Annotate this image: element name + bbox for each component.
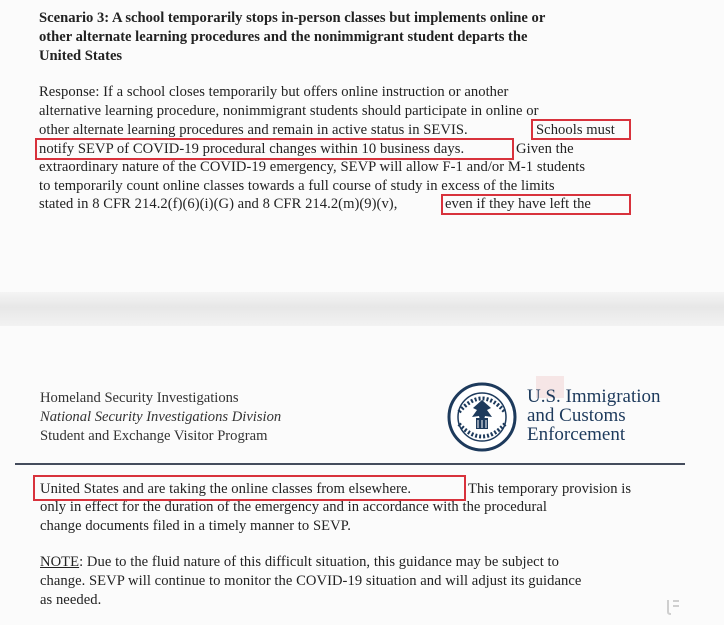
note-label: NOTE xyxy=(40,554,80,570)
response-highlight-1b: notify SEVP of COVID-19 procedural changes within 10 business days. xyxy=(39,141,465,157)
note-line-3: as needed. xyxy=(40,592,102,608)
response-line-7: stated in 8 CFR 214.2(f)(6)(i)(G) and 8 CFR 214.2(m)(9)(v), xyxy=(39,196,398,212)
note-line-1-text: : Due to the fluid nature of this difficult situation, this guidance may be subject to xyxy=(79,554,559,570)
ice-name-line-3: Enforcement xyxy=(527,424,626,445)
page-gap xyxy=(0,292,724,326)
response-line-1: Response: If a school closes temporarily but offers online instruction or another xyxy=(39,84,509,100)
continuation-line-2: only in effect for the duration of the emergency and in accordance with the procedural xyxy=(40,499,548,515)
scenario-title-line-1: Scenario 3: A school temporarily stops in-person classes but implements online or xyxy=(39,10,546,26)
ice-name-line-1: U.S. Immigration xyxy=(527,386,661,407)
response-highlight-2: even if they have left the xyxy=(445,196,591,212)
letterhead-divider xyxy=(15,463,685,465)
ice-name-line-2: and Customs xyxy=(527,405,626,426)
response-line-5: extraordinary nature of the COVID-19 emergency, SEVP will allow F-1 and/or M-1 students xyxy=(39,159,586,175)
note-line-2: change. SEVP will continue to monitor the COVID-19 situation and will adjust its guidance xyxy=(40,573,582,589)
highlight-box-united-states xyxy=(33,475,466,501)
highlight-box-schools-must xyxy=(531,119,631,140)
response-line-3: other alternate learning procedures and remain in active status in SEVIS. xyxy=(39,122,468,138)
response-line-4-end: Given the xyxy=(516,141,574,157)
scenario-title-line-3: United States xyxy=(39,48,123,64)
letterhead-sevp: Student and Exchange Visitor Program xyxy=(40,428,268,444)
response-line-2: alternative learning procedure, nonimmigrant students should participate in online or xyxy=(39,103,539,119)
highlight-box-notify-sevp xyxy=(35,138,514,160)
highlight-box-even-if xyxy=(441,194,631,215)
letterhead-nsid: National Security Investigations Division xyxy=(40,409,282,425)
letterhead-hsi: Homeland Security Investigations xyxy=(40,390,239,406)
continuation-line-1-end: This temporary provision is xyxy=(468,481,632,497)
continuation-highlight: United States and are taking the online classes from elsewhere. xyxy=(40,481,412,497)
note-line-1 xyxy=(40,553,559,572)
response-line-6: to temporarily count online classes towards a full course of study in excess of the limits xyxy=(39,178,555,194)
watermark-logo-icon xyxy=(664,598,682,616)
continuation-line-3: change documents filed in a timely manner to SEVP. xyxy=(40,518,351,534)
dhs-seal-icon xyxy=(447,382,517,452)
scenario-title-line-2: other alternate learning procedures and the nonimmigrant student departs the xyxy=(39,29,528,45)
response-highlight-1a: Schools must xyxy=(536,122,615,138)
